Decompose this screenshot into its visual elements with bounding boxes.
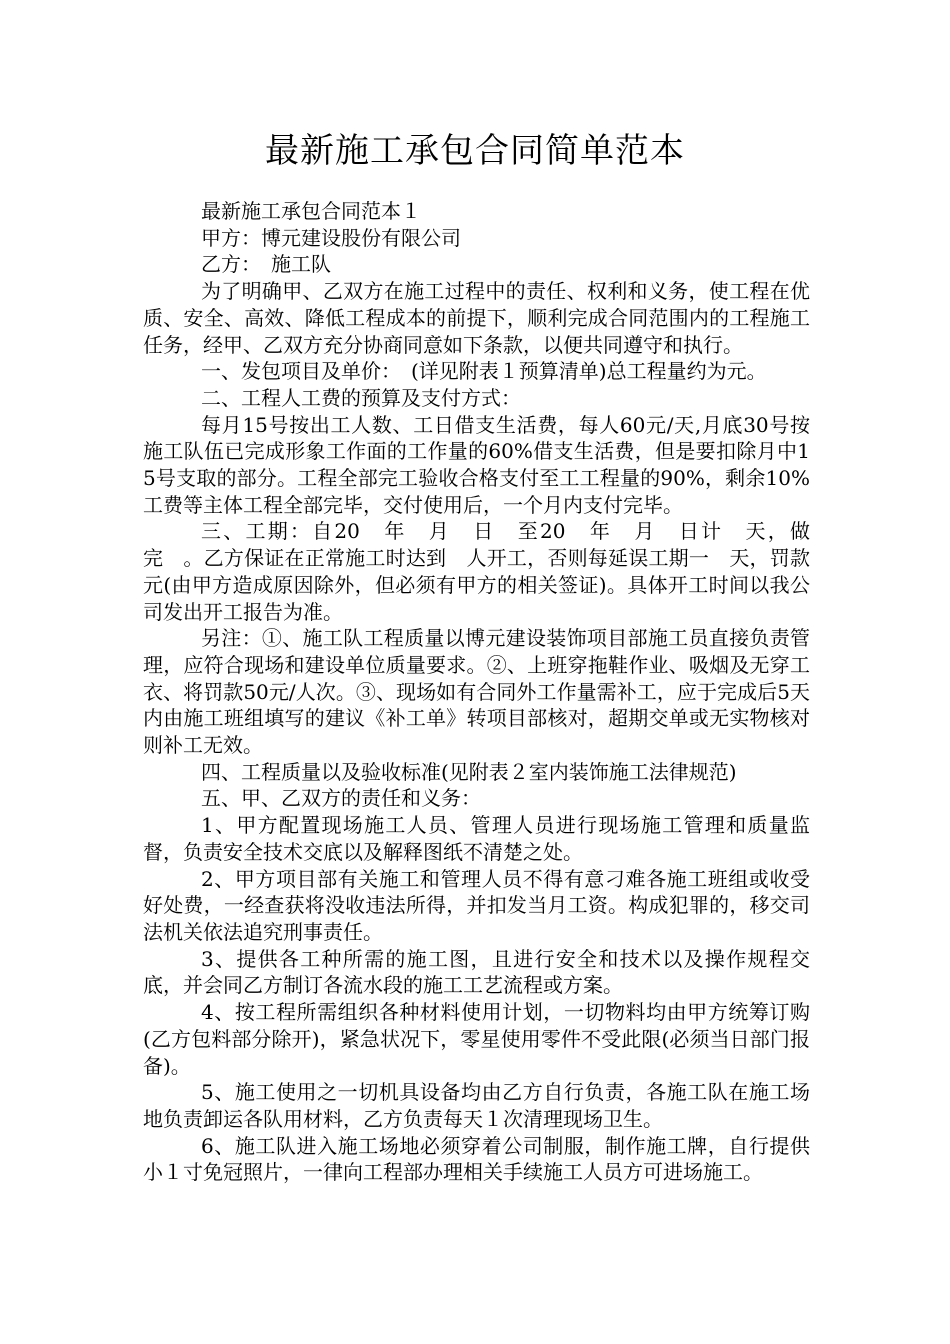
preamble-paragraph: 为了明确甲、乙双方在施工过程中的责任、权利和义务，使工程在优质、安全、高效、降低工程成本的前提下，顺利完成合同范围内的工程施工任务，经甲、乙双方充分协商同意如下条款，以便共同遵守和执行。	[143, 279, 810, 357]
party-b: 乙方： 施工队	[201, 252, 331, 277]
clause-4: 四、工程质量以及验收标准(见附表２室内装饰施工法律规范)	[201, 759, 737, 784]
clause-2-body: 每月15号按出工人数、工日借支生活费，每人60元/天,月底30号按施工队伍已完成形象工作面的工作量的60%借支生活费，但是要扣除月中15号支取的部分。工程全部完工验收合格支付至工工程量的90%，剩余10%工费等主体工程全部完毕，交付使用后，一个月内支付完毕。	[143, 412, 810, 517]
clause-5-item-1: 1、甲方配置现场施工人员、管理人员进行现场施工管理和质量监督，负责安全技术交底以及解释图纸不清楚之处。	[143, 813, 810, 864]
clause-5-item-6: 6、施工队进入施工场地必须穿着公司制服，制作施工牌，自行提供小１寸免冠照片，一律向工程部办理相关手续施工人员方可进场施工。	[143, 1133, 810, 1185]
clause-2-heading: 二、工程人工费的预算及支付方式：	[201, 385, 521, 410]
clause-3: 三、工期：自20 年 月 日 至20 年 月 日计 天，做 完 。乙方保证在正常施工时达到 人开工，否则每延误工期一 天，罚款元(由甲方造成原因除外，但必须有甲方的相关签证)。具体开工时间以我公司发出开工报告为准。	[143, 519, 830, 624]
clause-5-item-5: 5、施工使用之一切机具设备均由乙方自行负责，各施工队在施工场地负责卸运各队用材料，乙方负责每天１次清理现场卫生。	[143, 1080, 810, 1131]
clause-1: 一、发包项目及单价： (详见附表１预算清单)总工程量约为元。	[201, 359, 767, 384]
document-title: 最新施工承包合同简单范本	[265, 131, 685, 171]
clause-note: 另注：①、施工队工程质量以博元建设装饰项目部施工员直接负责管理，应符合现场和建设单位质量要求。②、上班穿拖鞋作业、吸烟及无穿工衣、将罚款50元/人次。③、现场如有合同外工作量需补工，应于完成后5天内由施工班组填写的建议《补工单》转项目部核对，超期交单或无实物核对则补工无效。	[143, 626, 810, 758]
clause-5-item-2: 2、甲方项目部有关施工和管理人员不得有意刁难各施工班组或收受好处费，一经查获将没收违法所得，并扣发当月工资。构成犯罪的，移交司法机关依法追究刑事责任。	[143, 866, 810, 944]
clause-5-item-4: 4、按工程所需组织各种材料使用计划，一切物料均由甲方统筹订购(乙方包料部分除开)，紧急状况下，零星使用零件不受此限(必须当日部门报备)。	[143, 1000, 810, 1078]
document-body	[143, 198, 830, 1186]
clause-5-heading: 五、甲、乙双方的责任和义务：	[201, 786, 481, 811]
contract-subtitle: 最新施工承包合同范本１	[201, 199, 421, 223]
clause-5-item-3: 3、提供各工种所需的施工图，且进行安全和技术以及操作规程交底，并会同乙方制订各流水段的施工工艺流程或方案。	[143, 946, 810, 998]
party-a: 甲方：博元建设股份有限公司	[201, 225, 461, 250]
